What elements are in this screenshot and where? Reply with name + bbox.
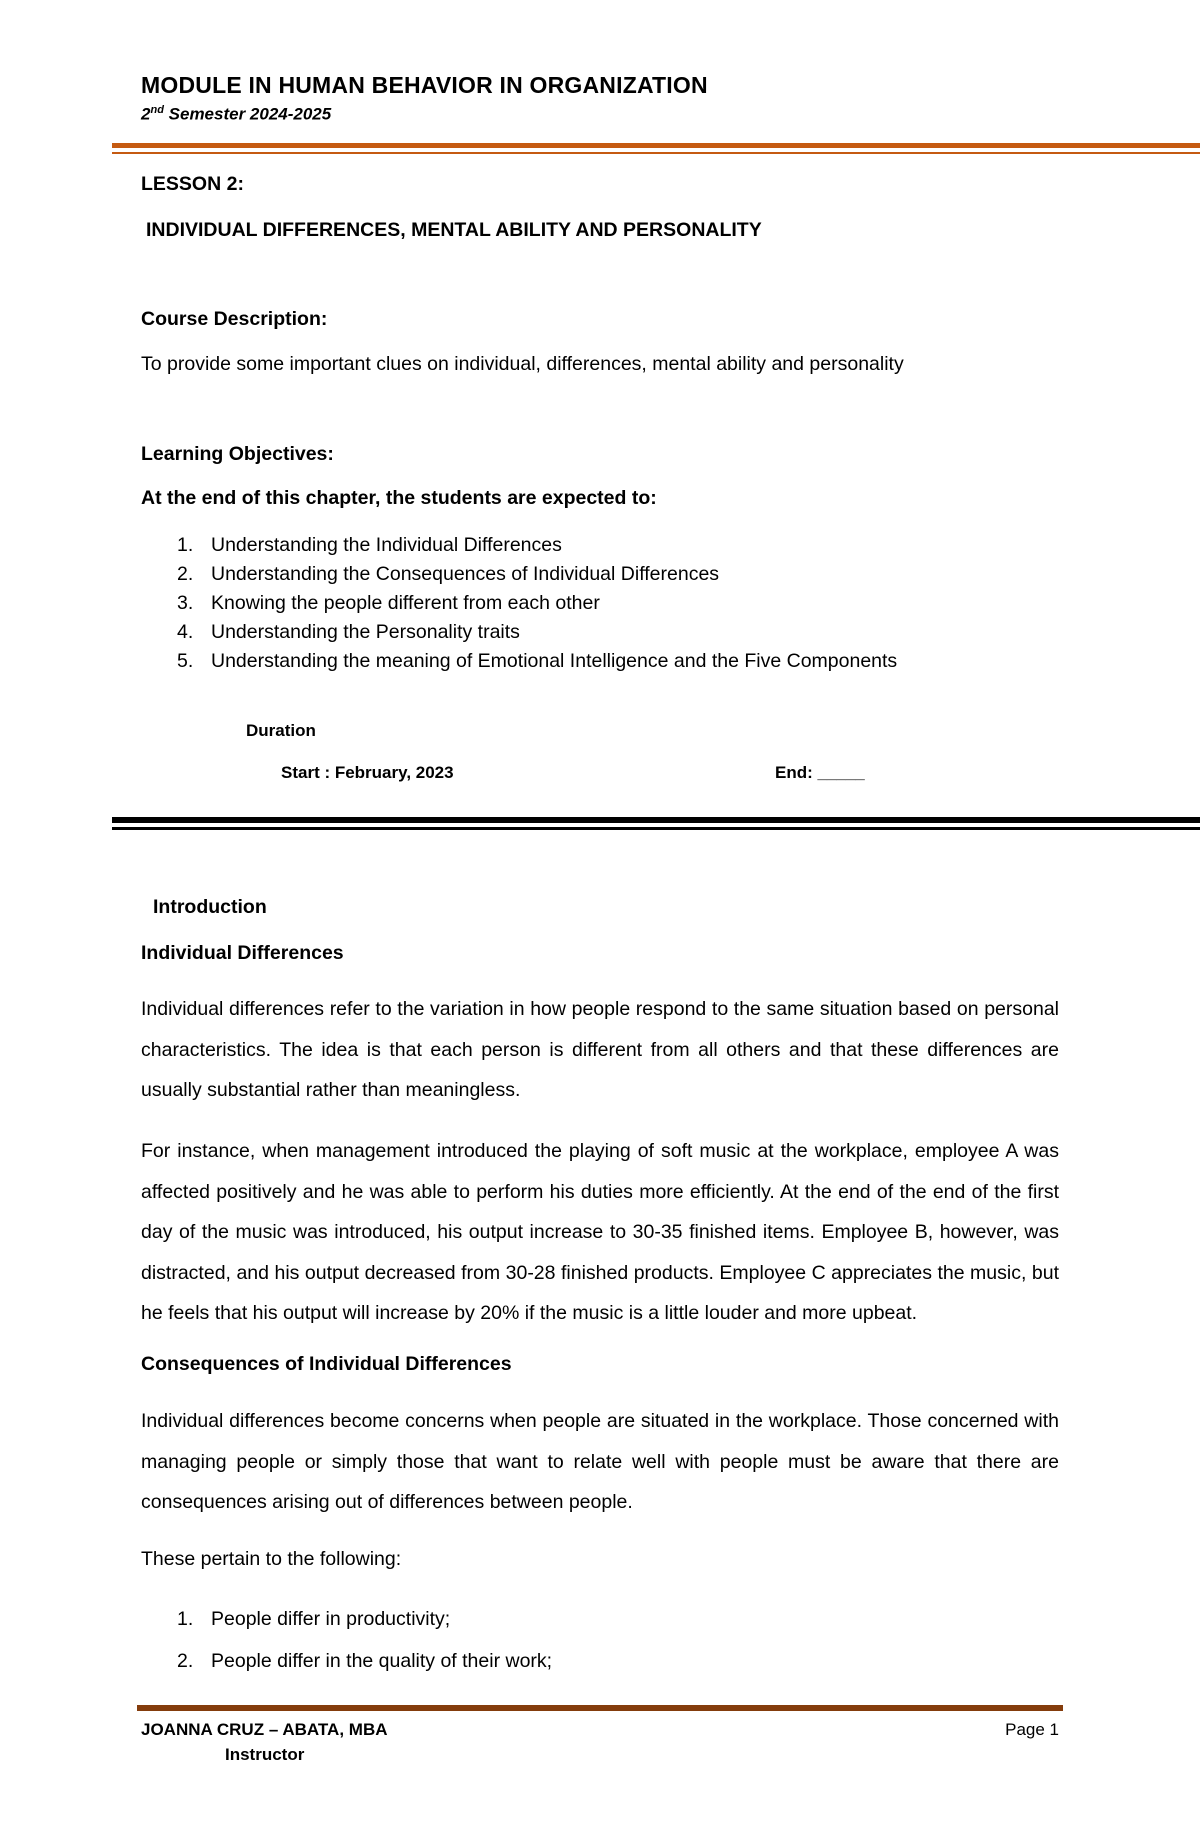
footer-author: JOANNA CRUZ – ABATA, MBA — [141, 1720, 388, 1739]
list-text: Knowing the people different from each other — [211, 592, 600, 614]
list-number: 1. — [177, 1608, 194, 1630]
intro-paragraph-2: For instance, when management introduced the playing of soft music at the workplace, employee A was affected positively and he was able to perform his duties more efficiently. At the end of the end of the first day of the music was introduced, his output increase to 30-35 finished items. Employee B, however, was distracted, and his output decreased from 30-28 finished products. Employee C appreciates the music, but he feels that his output will increase by 20% if the music is a little louder and more upbeat. — [141, 1140, 1059, 1324]
footer-rule — [137, 1705, 1063, 1711]
course-description-heading: Course Description: — [141, 308, 328, 330]
list-item — [141, 1640, 552, 1682]
header-rule-thick — [112, 143, 1200, 148]
list-number: 5. — [177, 650, 194, 672]
header-rule-thin — [112, 152, 1200, 154]
list-number: 2. — [177, 563, 194, 585]
list-item — [141, 589, 897, 618]
list-item — [141, 531, 897, 560]
module-title: MODULE IN HUMAN BEHAVIOR IN ORGANIZATION — [141, 72, 708, 98]
list-text: Understanding the meaning of Emotional Intelligence and the Five Components — [211, 650, 898, 672]
duration-label: Duration — [246, 721, 316, 740]
list-text: Understanding the Consequences of Individual Differences — [211, 563, 720, 585]
list-text: People differ in the quality of their work; — [211, 1650, 553, 1672]
intro-paragraph-1: Individual differences refer to the variation in how people respond to the same situation based on personal characteristics. The idea is that each person is different from all others and that these differences are usually substantial rather than meaningless. — [141, 998, 1059, 1101]
duration-start: Start : February, 2023 — [281, 763, 454, 782]
list-text: People differ in productivity; — [211, 1608, 451, 1630]
section-rule-thick — [112, 817, 1200, 823]
footer-role: Instructor — [225, 1745, 305, 1764]
consequences-paragraph: Individual differences become concerns when people are situated in the workplace. Those concerned with managing people or simply those that want to relate well with people must be aware that there are consequences arising out of differences between people. — [141, 1410, 1059, 1513]
learning-objectives-heading: Learning Objectives: — [141, 443, 334, 465]
individual-differences-heading: Individual Differences — [141, 942, 344, 964]
list-number: 1. — [177, 534, 194, 556]
duration-end: End: _____ — [775, 763, 865, 782]
consequences-list — [141, 1598, 552, 1682]
consequences-heading: Consequences of Individual Differences — [141, 1353, 512, 1375]
list-item — [141, 618, 897, 647]
lesson-title: INDIVIDUAL DIFFERENCES, MENTAL ABILITY AND PERSONALITY — [146, 219, 762, 241]
list-item — [141, 647, 897, 676]
consequences-lead: These pertain to the following: — [141, 1548, 402, 1570]
list-text: Understanding the Personality traits — [211, 621, 520, 643]
objectives-list — [141, 531, 897, 676]
list-text: Understanding the Individual Differences — [211, 534, 562, 556]
page-number: Page 1 — [1005, 1720, 1059, 1739]
learning-objectives-intro: At the end of this chapter, the students are expected to: — [141, 487, 657, 509]
list-number: 3. — [177, 592, 194, 614]
list-number: 2. — [177, 1650, 194, 1672]
list-item — [141, 560, 897, 589]
introduction-heading: Introduction — [153, 896, 267, 918]
section-rule-thin — [112, 827, 1200, 830]
course-description-text: To provide some important clues on individual, differences, mental ability and personality — [141, 353, 904, 375]
semester-label: 2nd Semester 2024-2025 — [141, 104, 332, 124]
list-number: 4. — [177, 621, 194, 643]
lesson-label: LESSON 2: — [141, 173, 244, 195]
list-item — [141, 1598, 552, 1640]
